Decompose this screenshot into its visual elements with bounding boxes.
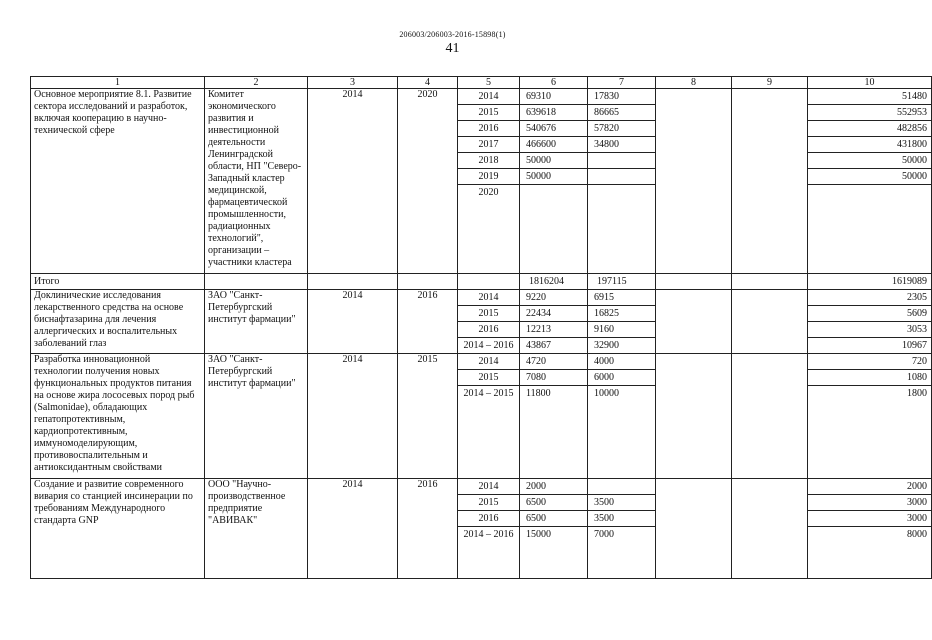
col6-value: 50000: [520, 153, 587, 169]
col6-value: 639618: [520, 105, 587, 121]
col10-value: 3053: [808, 322, 931, 338]
col6-value: 466600: [520, 137, 587, 153]
col6-cell: [520, 354, 588, 479]
col7-value: 3500: [588, 511, 655, 527]
col6-value: 12213: [520, 322, 587, 338]
col7-value: 86665: [588, 105, 655, 121]
col7-value: 17830: [588, 89, 655, 105]
measure-name: Доклинические исследования лекарственного средства на основе биснафтазарина для лечения аллергических и воспалительных заболеваний глаз: [31, 290, 205, 354]
col10-value: 51480: [808, 89, 931, 105]
col6-value: 11800: [526, 388, 551, 399]
year-value: 2018: [458, 153, 519, 169]
year-value: 2016: [458, 121, 519, 137]
year-cell: [458, 479, 520, 579]
end-year: 2020: [398, 89, 458, 274]
col7-value: 9160: [588, 322, 655, 338]
col7-value: 16825: [588, 306, 655, 322]
col10-value: 431800: [808, 137, 931, 153]
col7-value: 57820: [588, 121, 655, 137]
year-value: 2014 – 2016: [463, 340, 514, 351]
col10-value: 3000: [808, 511, 931, 527]
col7-value: 6915: [588, 290, 655, 306]
year-value: 2015: [458, 306, 519, 322]
col8-cell: [656, 89, 732, 274]
col6-value: 9220: [520, 290, 587, 306]
column-header: 3: [308, 77, 398, 89]
col7-value: 10000: [594, 388, 619, 399]
program-table-container: [30, 76, 927, 582]
col10-value: 50000: [808, 153, 931, 169]
year-value: 2014: [458, 354, 519, 370]
col9-cell: [732, 290, 808, 354]
col10-cell: [808, 479, 932, 579]
executor-name: Комитет экономического развития и инвестиционной деятельности Ленинградской области, НП "Северо-Западный кластер медицинской, фармацевтической промышленности, радиационных технологий", организации – участники кластера: [205, 89, 308, 274]
start-year: 2014: [308, 290, 398, 354]
column-header: 6: [520, 77, 588, 89]
col6-value: 6500: [520, 495, 587, 511]
year-value: 2019: [458, 169, 519, 185]
col6-cell: [520, 89, 588, 274]
start-year: 2014: [308, 89, 398, 274]
col7-value: [588, 169, 655, 185]
col9-cell: [732, 354, 808, 479]
table-row: [31, 290, 932, 354]
executor-name: ЗАО "Санкт-Петербургский институт фармации": [205, 290, 308, 354]
col6-value: 43867: [526, 340, 551, 351]
col6-value: 2000: [520, 479, 587, 495]
year-value: 2015: [458, 495, 519, 511]
page-number: 41: [445, 41, 460, 56]
year-value: 2014: [458, 479, 519, 495]
year-cell: [458, 354, 520, 479]
end-year: 2016: [398, 290, 458, 354]
end-year: 2015: [398, 354, 458, 479]
executor-name: ЗАО "Санкт-Петербургский институт фармации": [205, 354, 308, 479]
col7-value: [588, 479, 655, 495]
col7-value: [588, 185, 655, 200]
col10-value: 2000: [808, 479, 931, 495]
col7-value: 32900: [594, 340, 619, 351]
col10-value: 8000: [907, 529, 927, 540]
col8-cell: [656, 290, 732, 354]
col7-cell: [588, 290, 656, 354]
col8-cell: [656, 354, 732, 479]
col10-value: 1800: [907, 388, 927, 399]
col7-cell: [588, 479, 656, 579]
col10-value: 3000: [808, 495, 931, 511]
year-value: 2020: [478, 187, 499, 198]
col6-value: 6500: [520, 511, 587, 527]
column-header: 7: [588, 77, 656, 89]
col6-value: 69310: [520, 89, 587, 105]
column-header: 5: [458, 77, 520, 89]
total-col8: [656, 274, 732, 290]
year-value: 2015: [458, 105, 519, 121]
col7-value: 34800: [588, 137, 655, 153]
year-value: 2014 – 2016: [463, 529, 514, 540]
total-col9: [732, 274, 808, 290]
measure-name: Основное мероприятие 8.1. Развитие сектора исследований и разработок, включая кооперацию в научно-технической сфере: [31, 89, 205, 274]
year-value: 2015: [458, 370, 519, 386]
col10-cell: [808, 354, 932, 479]
col10-cell: [808, 290, 932, 354]
col6-value: 7080: [520, 370, 587, 386]
col10-value: 5609: [808, 306, 931, 322]
year-cell: [458, 290, 520, 354]
column-header: 8: [656, 77, 732, 89]
total-col10: 1619089: [808, 274, 932, 290]
col6-value: 50000: [520, 169, 587, 185]
executor-name: ООО "Научно-производственное предприятие "АВИВАК": [205, 479, 308, 579]
year-cell: [458, 89, 520, 274]
year-value: 2014: [458, 290, 519, 306]
table-row: [31, 354, 932, 479]
col6-value: 22434: [520, 306, 587, 322]
col7-value: [588, 153, 655, 169]
year-value: 2014: [458, 89, 519, 105]
column-header: 10: [808, 77, 932, 89]
start-year: 2014: [308, 479, 398, 579]
column-header: 1: [31, 77, 205, 89]
col6-cell: [520, 290, 588, 354]
col6-cell: [520, 479, 588, 579]
col10-value: 10967: [902, 340, 927, 351]
col10-value: 552953: [808, 105, 931, 121]
col6-value: [520, 185, 587, 200]
col10-value: 2305: [808, 290, 931, 306]
table-row: [31, 89, 932, 274]
table-row: [31, 479, 932, 579]
total-col6: 1816204: [520, 274, 588, 290]
measure-name: Разработка инновационной технологии получения новых функциональных продуктов питания на основе жира лососевых пород рыб (Salmonidae), обладающих гепатопротективным, кардиопротективным, иммуномоделирующим, противовоспалительным и антиоксидантным свойствами: [31, 354, 205, 479]
measure-name: Создание и развитие современного вивария со станцией инсинерации по требованиям Международного стандарта GNP: [31, 479, 205, 579]
column-header: 4: [398, 77, 458, 89]
year-value: 2016: [458, 511, 519, 527]
col10-value: 50000: [808, 169, 931, 185]
col6-value: 15000: [526, 529, 551, 540]
col10-value: 720: [808, 354, 931, 370]
year-value: 2014 – 2015: [463, 388, 514, 399]
col9-cell: [732, 479, 808, 579]
year-value: 2017: [458, 137, 519, 153]
column-header: 2: [205, 77, 308, 89]
col8-cell: [656, 479, 732, 579]
column-number-row: [31, 77, 932, 89]
end-year: 2016: [398, 479, 458, 579]
total-col7: 197115: [588, 274, 656, 290]
program-table: [30, 76, 932, 579]
col7-value: 4000: [588, 354, 655, 370]
col10-value: [808, 185, 931, 200]
col7-value: 6000: [588, 370, 655, 386]
col9-cell: [732, 89, 808, 274]
start-year: 2014: [308, 354, 398, 479]
col7-cell: [588, 89, 656, 274]
col10-value: 1080: [808, 370, 931, 386]
total-row: [31, 274, 932, 290]
column-header: 9: [732, 77, 808, 89]
col7-cell: [588, 354, 656, 479]
col7-value: 7000: [594, 529, 614, 540]
col7-value: 3500: [588, 495, 655, 511]
year-value: 2016: [458, 322, 519, 338]
col10-cell: [808, 89, 932, 274]
col10-value: 482856: [808, 121, 931, 137]
document-code: 206003/206003-2016-15898(1): [399, 30, 506, 39]
col6-value: 4720: [520, 354, 587, 370]
total-label: Итого: [31, 274, 205, 290]
col6-value: 540676: [520, 121, 587, 137]
